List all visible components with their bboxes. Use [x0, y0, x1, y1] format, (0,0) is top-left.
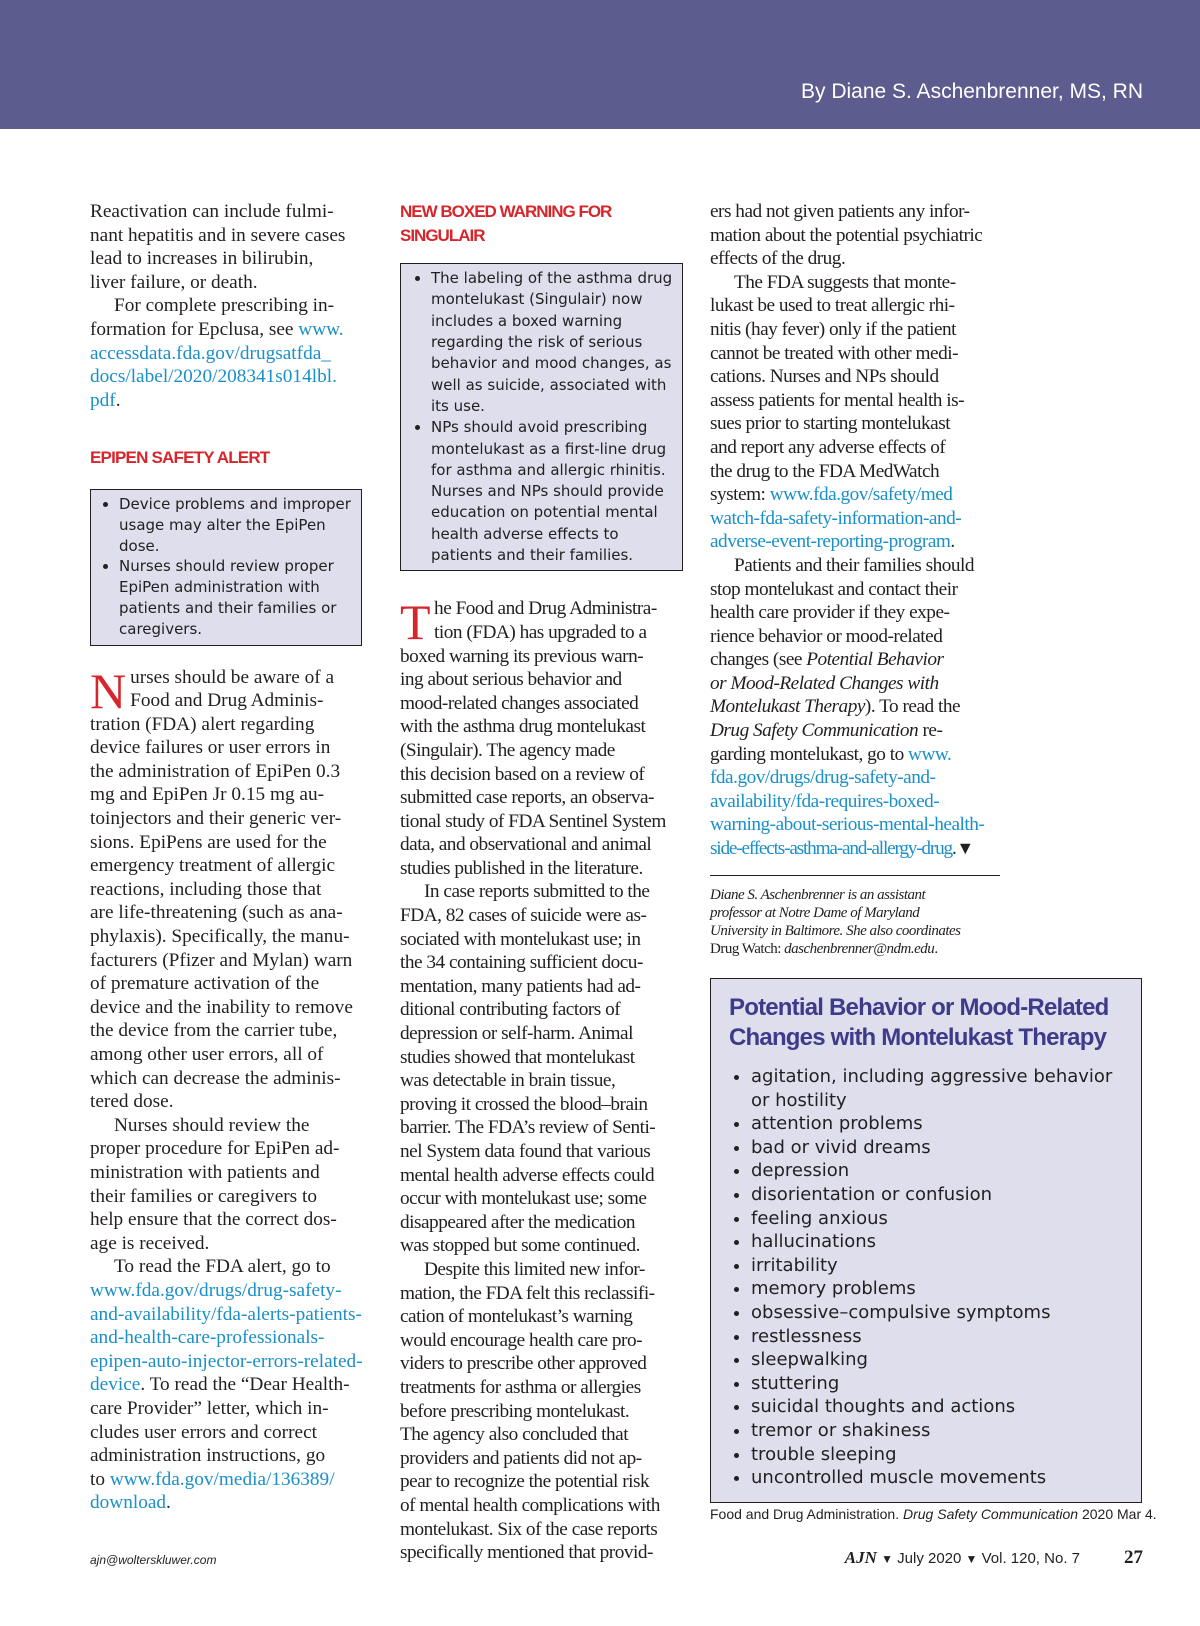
- dropcap-n: N: [90, 662, 127, 719]
- col3-paragraph-1: ers had not given patients any infor- mation about the potential psychiatric effects of the drug.: [710, 201, 983, 270]
- sidebar-source: Food and Drug Administration. Drug Safety Communication 2020 Mar 4.: [710, 1506, 1157, 1522]
- list-item: • memory problems: [751, 1277, 1123, 1301]
- col2-paragraph-2: In case reports submitted to the FDA, 82 cases of suicide were as- sociated with montelukast use; in the 34 containing sufficient docu- mentation, many patients had ad- ditional contributing factors of depression or self-harm. Animal studies showed that montelukast was detectable in brain tissue, proving it crossed the blood–brain barrier. The FDA’s review of Senti- nel System data found that various mental health adverse effects could occur with montelukast use; some disappeared after the medication was stopped but some continued.: [400, 881, 656, 1257]
- footer-email: ajn@wolterskluwer.com: [90, 1553, 217, 1567]
- volume-number: Vol. 120, No. 7: [981, 1550, 1080, 1567]
- singulair-keypoint: • NPs should avoid prescribing montelukast as a first-line drug for asthma and allergic rhinitis. Nurses and NPs should provide education on potential mental health adverse effects to patients and their families.: [431, 417, 674, 566]
- col1-paragraph-1: Reactivation can include fulmi- nant hepatitis and in severe cases lead to increases in bilirubin, liver failure, or death.: [90, 201, 346, 293]
- sidebar-list: [729, 1065, 1123, 1490]
- list-item: • irritability: [751, 1254, 1123, 1278]
- journal-name: AJN: [844, 1548, 877, 1567]
- singulair-keypoint: • The labeling of the asthma drug montelukast (Singulair) now includes a boxed warning regarding the risk of serious behavior and mood changes, as well as suicide, associated with its use.: [431, 268, 674, 417]
- list-item: • trouble sleeping: [751, 1443, 1123, 1467]
- list-item: • bad or vivid dreams: [751, 1136, 1123, 1160]
- epipen-keypoint: • Nurses should review proper EpiPen administration with patients and their families or caregivers.: [119, 556, 353, 639]
- footer-journal-info: [845, 1547, 1143, 1569]
- column-1: [90, 200, 375, 1515]
- separator-icon: ▼: [881, 1552, 893, 1566]
- separator-icon: ▼: [965, 1552, 978, 1566]
- singulair-section-heading: NEW BOXED WARNING FOR SINGULAIR: [400, 202, 612, 245]
- dear-provider-letter-link[interactable]: www.fda.gov/media/136389/ download: [90, 1468, 335, 1514]
- drug-safety-communication-link[interactable]: www. fda.gov/drugs/drug-safety-and- availability/fda-requires-boxed- warning-about-serious-mental-health- side-effects-asthma-and-allergy-drug: [710, 743, 985, 860]
- epipen-keypoints-box: [90, 489, 362, 646]
- col1-paragraph-4: Nurses should review the proper procedure for EpiPen ad- ministration with patients and their families or caregivers to help ensure that the correct dos- age is received.: [90, 1114, 340, 1254]
- list-item: • sleepwalking: [751, 1348, 1123, 1372]
- list-item: • obsessive–compulsive symptoms: [751, 1301, 1123, 1325]
- col1-paragraph-5: To read the FDA alert, go to www.fda.gov/drugs/drug-safety- and-availability/fda-alerts-patients- and-health-care-professionals- epipen-auto-injector-errors-related- device. To read the “Dear Health- care Provider” letter, which in- cludes user errors and correct administration instructions, go to www.fda.gov/media/136389/ download.: [90, 1256, 363, 1514]
- author-email: daschenbrenner@ndm.edu: [784, 940, 935, 957]
- list-item: • tremor or shakiness: [751, 1419, 1123, 1443]
- col2-paragraph-3: Despite this limited new infor- mation, the FDA felt this reclassifi- cation of montelukast’s warning would encourage health care pro- viders to prescribe other approved treatments for asthma or allergies before prescribing montelukast. The agency also concluded that providers and patients did not ap- pear to recognize the potential risk of mental health complications with montelukast. Six of the case reports specifically mentioned that provid-: [400, 1258, 660, 1564]
- column-2: [400, 200, 688, 1565]
- montelukast-sidebar: [710, 978, 1142, 1503]
- issue-date: July 2020: [897, 1550, 962, 1567]
- col2-paragraph-1: The Food and Drug Administra- tion (FDA) has upgraded to a boxed warning its previous warn- ing about serious behavior and mood-related changes associated with the asthma drug montelukast (Singulair). The agency made this decision based on a review of submitted case reports, an observa- tional study of FDA Sentinel System data, and observational and animal studies published in the literature.: [400, 594, 666, 879]
- header-banner: [0, 0, 1200, 129]
- end-mark-icon: ▼: [956, 838, 974, 859]
- list-item: • depression: [751, 1159, 1123, 1183]
- col1-paragraph-2: For complete prescribing in- formation for Epclusa, see www. accessdata.fda.gov/drugsatfda_ docs/label/2020/208341s014lbl. pdf.: [90, 295, 344, 411]
- list-item: • disorientation or confusion: [751, 1183, 1123, 1207]
- epclusa-link[interactable]: www. accessdata.fda.gov/drugsatfda_ docs/label/2020/208341s014lbl. pdf: [90, 318, 344, 411]
- col1-paragraph-3: Nurses should be aware of a Food and Drug Adminis- tration (FDA) alert regarding device failures or user errors in the administration of EpiPen 0.3 mg and EpiPen Jr 0.15 mg au- toinjectors and their generic ver- sions. EpiPens are used for the emergency treatment of allergic reactions, including those that are life-threatening (such as ana- phylaxis). Specifically, the manu- facturers (Pfizer and Mylan) warn of premature activation of the device and the inability to remove the device from the carrier tube, among other user errors, all of which can decrease the adminis- tered dose.: [90, 662, 353, 1113]
- column-3: [710, 200, 1000, 958]
- col3-paragraph-3: Patients and their families should stop montelukast and contact their health care provider if they expe- rience behavior or mood-related changes (see Potential Behavior or Mood-Related Changes with Montelukast Therapy). To read the Drug Safety Communication re- garding montelukast, go to www. fda.gov/drugs/drug-safety-and- availability/fda-requires-boxed- warning-about-serious-mental-health- side-effects-asthma-and-allergy-drug.▼: [710, 554, 985, 860]
- author-bio: Diane S. Aschenbrenner is an assistant professor at Notre Dame of Maryland University in Baltimore. She also coordinates Drug Watch: daschenbrenner@ndm.edu.: [710, 875, 1000, 958]
- list-item: • restlessness: [751, 1325, 1123, 1349]
- byline: By Diane S. Aschenbrenner, MS, RN: [801, 80, 1143, 103]
- sidebar-title: Potential Behavior or Mood-Related Changes with Montelukast Therapy: [729, 994, 1109, 1051]
- singulair-keypoints-box: [400, 263, 683, 571]
- list-item: • attention problems: [751, 1112, 1123, 1136]
- epipen-keypoint: • Device problems and improper usage may alter the EpiPen dose.: [119, 494, 353, 556]
- page-number: 27: [1124, 1547, 1143, 1568]
- col3-paragraph-2: The FDA suggests that monte- lukast be used to treat allergic rhi- nitis (hay fever) only if the patient cannot be treated with other medi- cations. Nurses and NPs should assess patients for mental health is- sues prior to starting montelukast and report any adverse effects of the drug to the FDA MedWatch system: www.fda.gov/safety/med watch-fda-safety-information-and- adverse-event-reporting-program.: [710, 271, 965, 553]
- epipen-section-heading: EPIPEN SAFETY ALERT: [90, 448, 270, 468]
- epipen-alert-link[interactable]: www.fda.gov/drugs/drug-safety- and-availability/fda-alerts-patients- and-health-care-professionals- epipen-auto-injector-errors-related- device: [90, 1279, 363, 1396]
- list-item: • hallucinations: [751, 1230, 1123, 1254]
- list-item: • suicidal thoughts and actions: [751, 1395, 1123, 1419]
- medwatch-link[interactable]: www.fda.gov/safety/med watch-fda-safety-information-and- adverse-event-reporting-program: [710, 484, 962, 553]
- list-item: • stuttering: [751, 1372, 1123, 1396]
- list-item: • uncontrolled muscle movements: [751, 1466, 1123, 1490]
- list-item: • feeling anxious: [751, 1207, 1123, 1231]
- list-item: • agitation, including aggressive behavior or hostility: [751, 1065, 1123, 1112]
- dropcap-t: T: [400, 594, 431, 651]
